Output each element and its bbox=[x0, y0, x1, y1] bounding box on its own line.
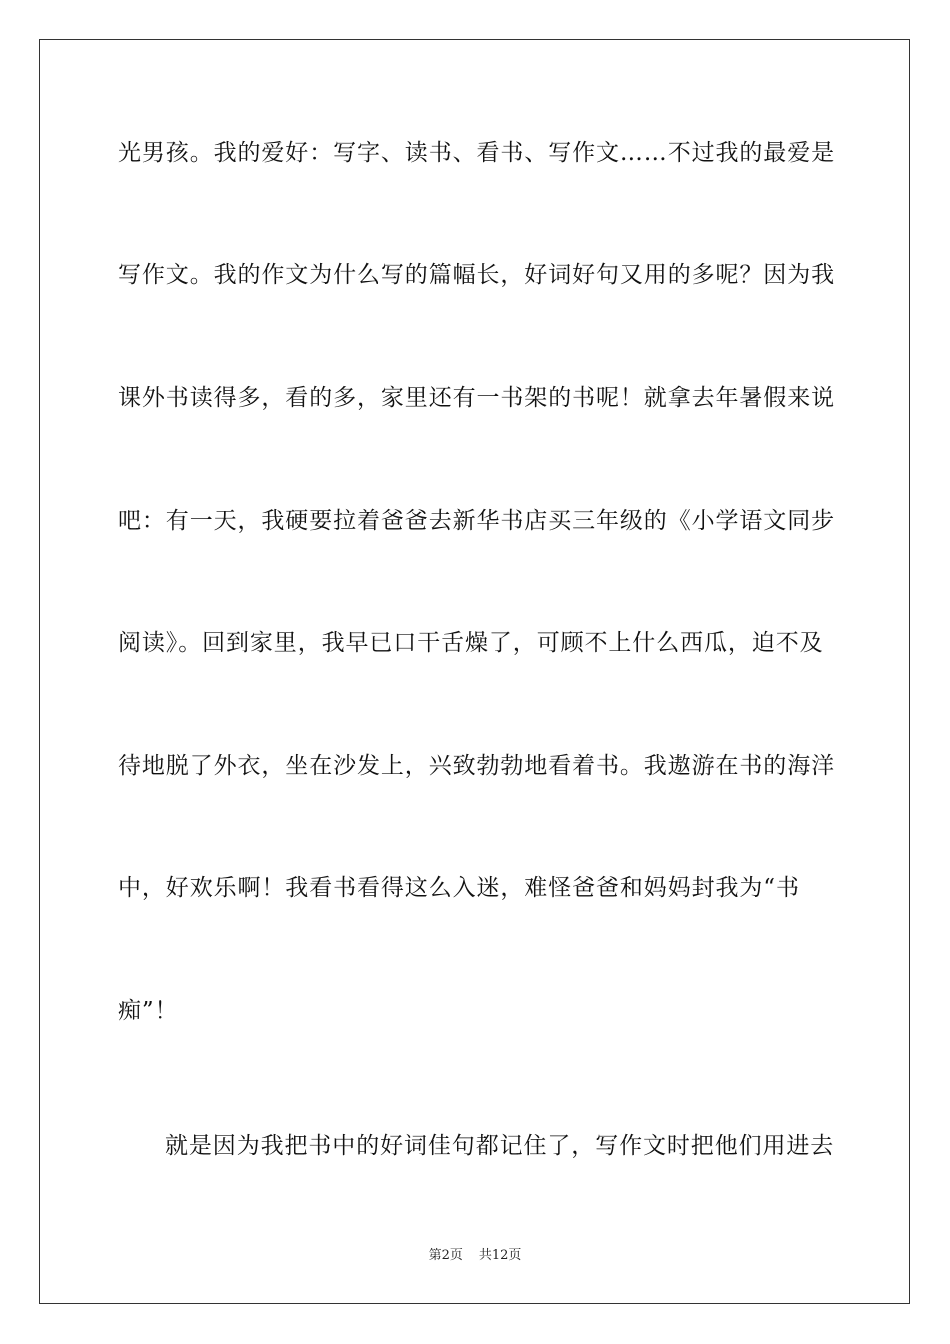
text-line: 痴”！ bbox=[118, 998, 179, 1024]
text-line: 写作文。我的作文为什么写的篇幅长，好词好句又用的多呢？因为我 bbox=[118, 262, 835, 288]
text-line: 待地脱了外衣，坐在沙发上，兴致勃勃地看着书。我遨游在书的海洋 bbox=[118, 753, 835, 779]
text-line: 吧：有一天，我硬要拉着爸爸去新华书店买三年级的《小学语文同步 bbox=[118, 508, 835, 534]
text-line: 中，好欢乐啊！我看书看得这么入迷，难怪爸爸和妈妈封我为“书 bbox=[118, 875, 800, 901]
text-line: 光男孩。我的爱好：写字、读书、看书、写作文……不过我的最爱是 bbox=[118, 140, 835, 166]
paragraph-first-line: 就是因为我把书中的好词佳句都记住了，写作文时把他们用进去 bbox=[165, 1133, 835, 1159]
page-number: 第2页 bbox=[428, 1248, 463, 1263]
text-line: 课外书读得多，看的多，家里还有一书架的书呢！就拿去年暑假来说 bbox=[118, 385, 835, 411]
page-total: 共12页 bbox=[478, 1248, 522, 1263]
page-border bbox=[39, 39, 910, 1304]
page-footer bbox=[0, 1247, 950, 1265]
text-line: 阅读》。回到家里，我早已口干舌燥了，可顾不上什么西瓜，迫不及 bbox=[118, 630, 824, 656]
